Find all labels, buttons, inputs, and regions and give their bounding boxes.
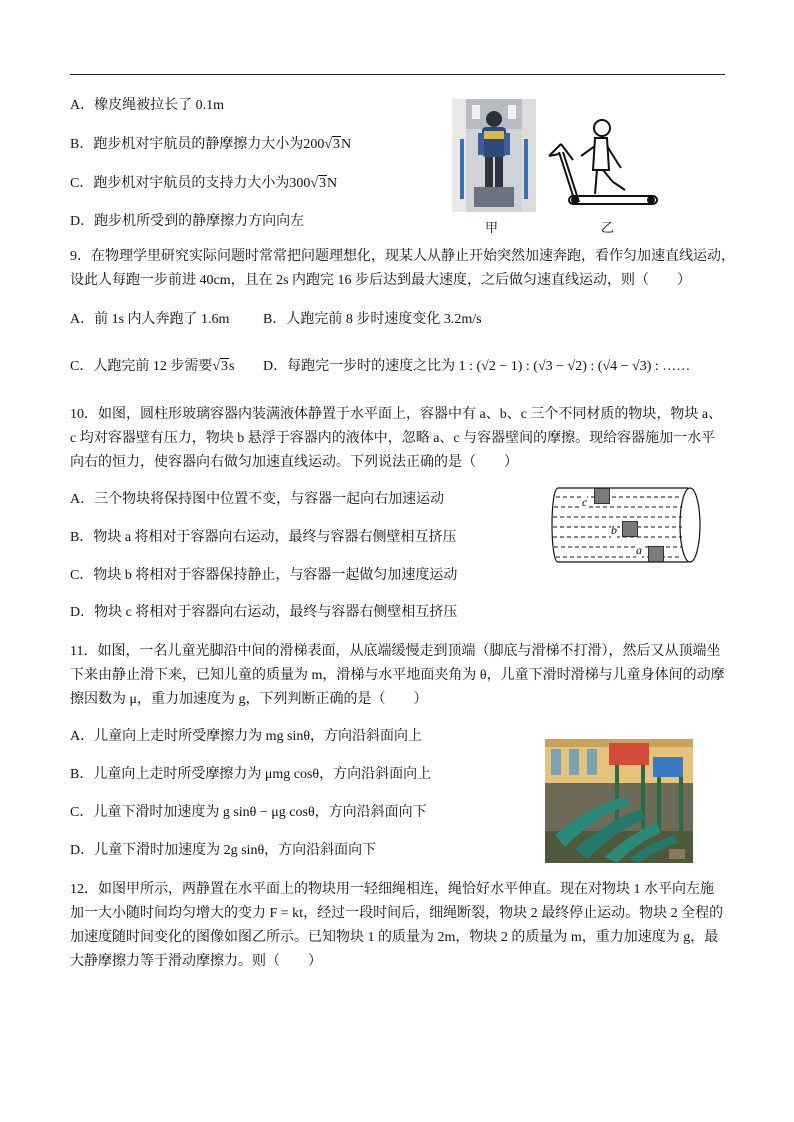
treadmill-runner-diagram	[545, 116, 663, 212]
q9-option-c: C．人跑完前 12 步需要√3s	[70, 359, 235, 374]
q10-option-d: D．物块 c 将相对于容器向右运动，最终与容器右侧壁相互挤压	[70, 605, 458, 620]
q10-stem-line1: 10．如图，圆柱形玻璃容器内装满液体静置于水平面上，容器中有 a、b、c 三个不同材质的物块，物块 a、	[70, 407, 723, 422]
playground-slide-photo	[545, 739, 693, 863]
q9-stem-line2: 设此人每跑一步前进 40cm，且在 2s 内跑完 16 步后达到最大速度，之后做匀速直线运动，则（ ）	[70, 273, 692, 288]
q11-stem-line3: 擦因数为 μ，重力加速度为 g，下列判断正确的是（ ）	[70, 692, 428, 707]
block-a	[648, 546, 664, 562]
q8-option-d: D．跑步机所受到的静摩擦力方向向左	[70, 214, 305, 229]
q11-option-a: A．儿童向上走时所受摩擦力为 mg sinθ，方向沿斜面向上	[70, 729, 423, 744]
q11-stem-line2: 下来由静止滑下来，已知儿童的质量为 m，滑梯与水平地面夹角为 θ，儿童下滑时滑梯与儿童身体间的动摩	[70, 668, 725, 683]
q12-stem-line4: 大静摩擦力等于滑动摩擦力。则（ ）	[70, 954, 322, 969]
label-a: a	[636, 543, 642, 557]
label-c: c	[582, 495, 588, 509]
q9-option-b: B．人跑完前 8 步时速度变化 3.2m/s	[263, 312, 482, 327]
header-rule	[70, 74, 725, 75]
q12-stem-line2: 加一大小随时间均匀增大的变力 F = kt，经过一段时间后，细绳断裂，物块 2 最终停止运动。物块 2 全程的	[70, 906, 724, 921]
q12-stem-line3: 加速度随时间变化的图像如图乙所示。已知物块 1 的质量为 2m，物块 2 的质量为 m，重力加速度为 g，最	[70, 930, 719, 945]
q11-stem-line1: 11．如图，一名儿童光脚沿中间的滑梯表面，从底端缓慢走到顶端（脚底与滑梯不打滑），然后又从顶端坐	[70, 644, 721, 659]
q10-stem-line3: 向右的恒力，使容器向右做匀加速直线运动。下列说法正确的是（ ）	[70, 455, 518, 470]
cylinder-container-diagram	[548, 485, 704, 565]
q9-option-a: A．前 1s 内人奔跑了 1.6m	[70, 312, 230, 327]
q10-option-b: B．物块 a 将相对于容器向右运动，最终与容器右侧壁相互挤压	[70, 530, 457, 545]
astronaut-treadmill-photo	[452, 99, 536, 212]
q9-option-d: D．每跑完一步时的速度之比为 1 : (√2 − 1) : (√3 − √2) : (√4 − √3) : ……	[263, 359, 691, 374]
q10-stem-line2: c 均对容器壁有压力，物块 b 悬浮于容器内的液体中，忽略 a、c 与容器壁间的摩擦。现给容器施加一水平	[70, 431, 716, 446]
q9-stem-line1: 9．在物理学里研究实际问题时常常把问题理想化，现某人从静止开始突然加速奔跑，看作匀加速直线运动，	[70, 249, 735, 264]
figure-label-jia: 甲	[485, 220, 499, 235]
q11-option-b: B．儿童向上走时所受摩擦力为 μmg cosθ，方向沿斜面向上	[70, 767, 432, 782]
q8-option-c: C．跑步机对宇航员的支持力大小为300√3N	[70, 176, 338, 191]
figure-label-yi: 乙	[601, 220, 615, 235]
block-c	[594, 488, 610, 504]
block-b	[622, 521, 638, 537]
q8-option-b: B．跑步机对宇航员的静摩擦力大小为200√3N	[70, 137, 352, 152]
label-b: b	[611, 523, 617, 537]
q11-option-c: C．儿童下滑时加速度为 g sinθ − μg cosθ，方向沿斜面向下	[70, 805, 427, 820]
q8-option-a: A．橡皮绳被拉长了 0.1m	[70, 98, 224, 113]
q10-option-a: A．三个物块将保持图中位置不变，与容器一起向右加速运动	[70, 492, 445, 507]
q11-option-d: D．儿童下滑时加速度为 2g sinθ，方向沿斜面向下	[70, 843, 377, 858]
q10-option-c: C．物块 b 将相对于容器保持静止，与容器一起做匀加速度运动	[70, 568, 458, 583]
q12-stem-line1: 12．如图甲所示，两静置在水平面上的物块用一轻细绳相连，绳恰好水平伸直。现在对物块 1 水平向左施	[70, 882, 714, 897]
